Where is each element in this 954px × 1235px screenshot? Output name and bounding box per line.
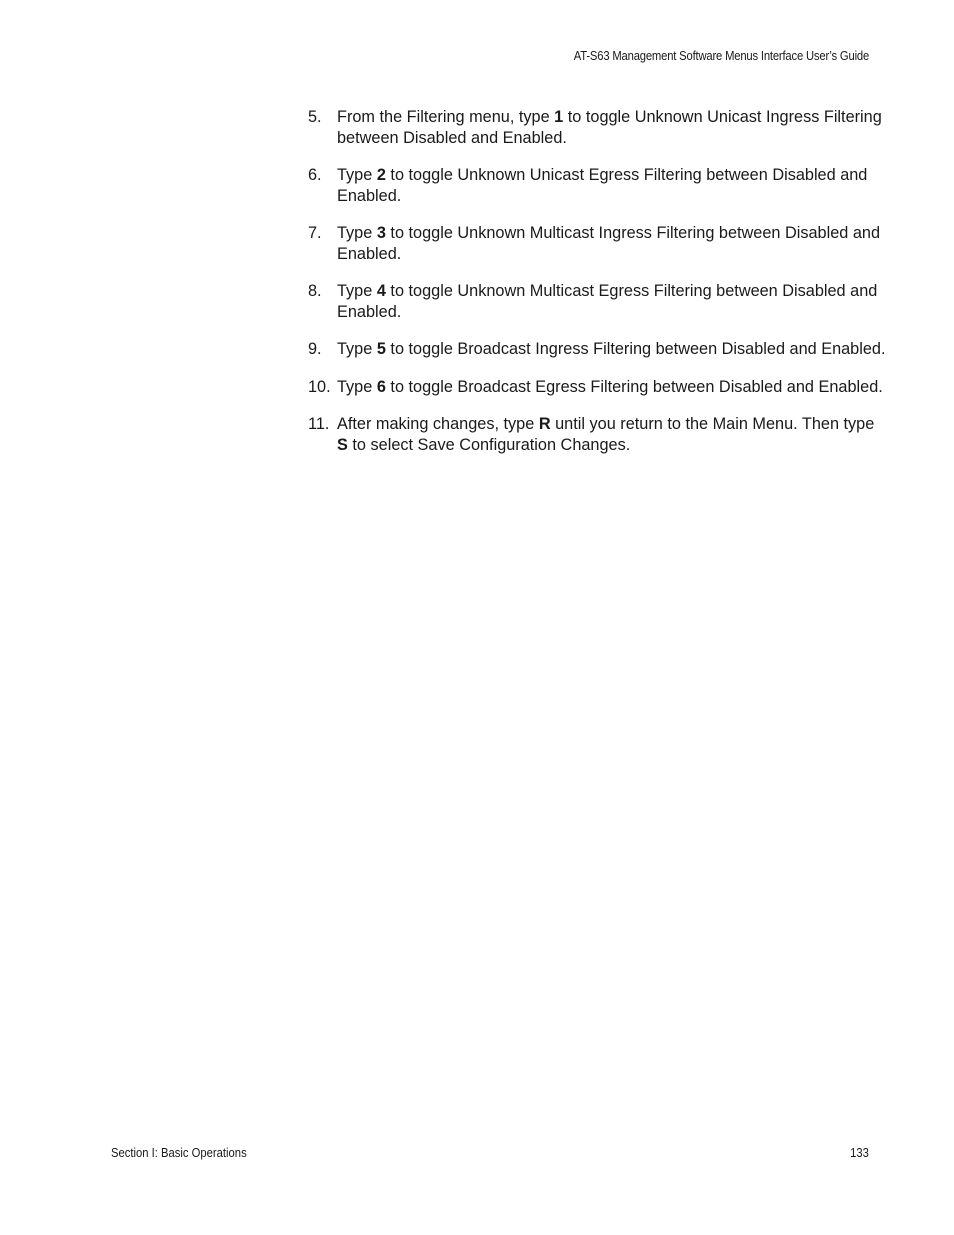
step-key: 1 [554, 108, 564, 126]
step-text: From the Filtering menu, type [337, 108, 555, 126]
step-text: until you return to the Main Menu. Then type [550, 415, 875, 434]
step-text: Type [337, 282, 377, 301]
step-key: 3 [376, 224, 386, 243]
step-number: 7. [308, 224, 322, 243]
step-key: R [538, 415, 551, 434]
step-number: 9. [308, 340, 322, 359]
step-text: to toggle Broadcast Ingress Filtering between Disabled and Enabled. [385, 340, 886, 359]
page-number: 133 [850, 1146, 869, 1160]
step-text: to toggle Unknown Multicast Egress Filtering between Disabled and Enabled. [337, 282, 878, 321]
step-7 [306, 223, 886, 264]
step-number: 10. [308, 377, 331, 396]
procedure-steps [306, 107, 886, 472]
step-key: S [337, 435, 348, 454]
step-text: to select Save Configuration Changes. [347, 435, 631, 454]
step-number: 11. [308, 415, 330, 434]
step-number: 8. [308, 282, 322, 301]
step-text: to toggle Unknown Unicast Ingress Filtering between Disabled and Enabled. [337, 108, 882, 147]
footer-section-title: Section I: Basic Operations [111, 1146, 247, 1160]
step-9 [306, 339, 886, 360]
step-text: Type [337, 166, 377, 185]
step-11 [306, 414, 886, 455]
step-text: to toggle Unknown Unicast Egress Filtering between Disabled and Enabled. [337, 166, 868, 205]
step-text: Type [337, 224, 377, 243]
step-text: Type [337, 377, 377, 396]
step-number: 6. [308, 166, 322, 185]
step-key: 2 [376, 166, 386, 185]
step-5 [306, 107, 886, 148]
step-6 [306, 165, 886, 206]
step-text: to toggle Unknown Multicast Ingress Filtering between Disabled and Enabled. [337, 224, 881, 263]
step-number: 5. [308, 108, 322, 126]
step-text: Type [337, 340, 377, 359]
step-10 [306, 377, 886, 398]
step-key: 6 [376, 377, 386, 396]
step-text: After making changes, type [337, 415, 539, 434]
step-key: 5 [376, 340, 386, 359]
step-text: to toggle Broadcast Egress Filtering between Disabled and Enabled. [385, 377, 883, 396]
step-8 [306, 281, 886, 322]
step-key: 4 [376, 282, 386, 301]
running-header: AT-S63 Management Software Menus Interface User’s Guide [573, 49, 869, 63]
